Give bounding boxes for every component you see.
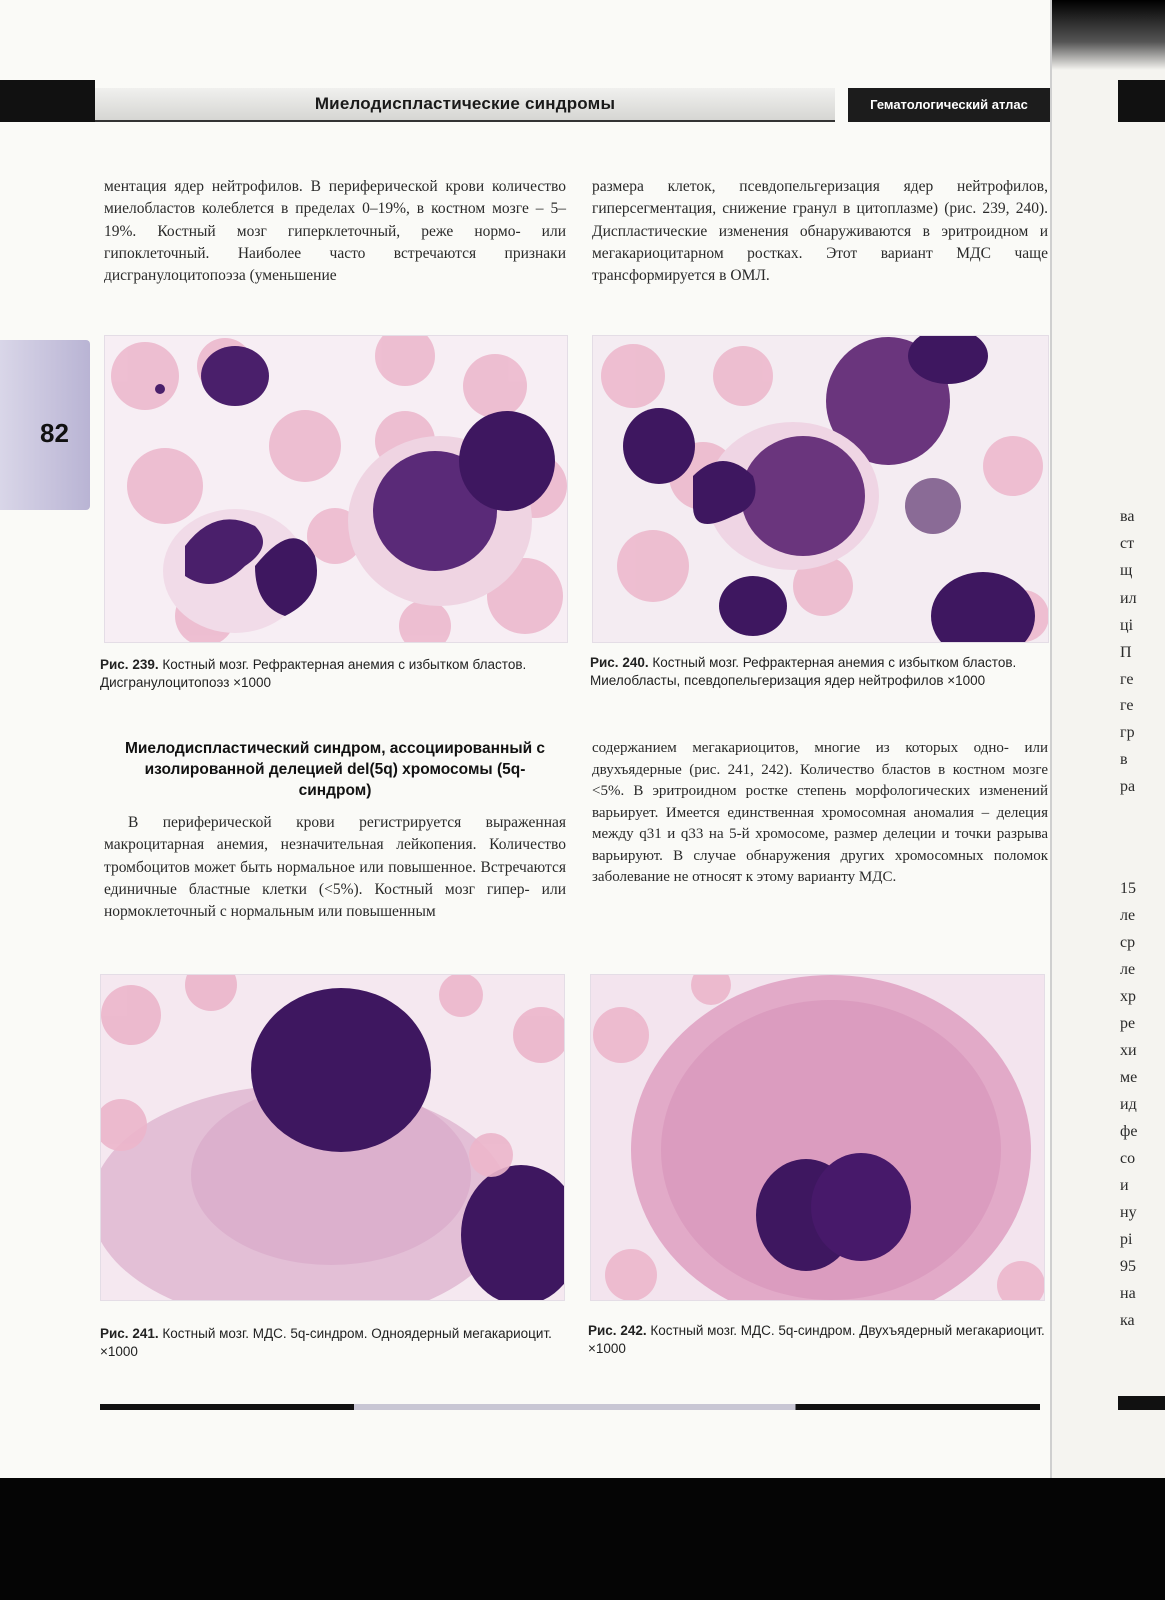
- figure-242-caption-text: Костный мозг. МДС. 5q-синдром. Двухъядерный мегакариоцит. ×1000: [588, 1323, 1045, 1356]
- figure-241-label: Рис. 241.: [100, 1326, 159, 1341]
- paragraph-2-text: размера клеток, псевдопельгеризация ядер нейтрофилов, гиперсегментация, снижение гранул в цитоплазме) (рис. 239, 240). Диспластические изменения обнаруживаются в эритроидном и мегакариоцитарном ростках. Этот вариант МДС чаще трансформируется в ОМЛ.: [592, 178, 1048, 285]
- next-page-header-bar: [1118, 80, 1165, 122]
- next-page-fragment: щ: [1120, 562, 1133, 579]
- figure-239-label: Рис. 239.: [100, 657, 159, 672]
- next-page-fragment: ва: [1120, 508, 1135, 525]
- next-page-fragment: 15: [1120, 880, 1136, 897]
- figure-240-micrograph: [592, 335, 1049, 643]
- next-page-fragment: ил: [1120, 590, 1137, 607]
- next-page-edge: [1050, 0, 1165, 1600]
- next-page-fragment: ст: [1120, 535, 1135, 552]
- next-page-fragment: ле: [1120, 907, 1136, 924]
- header-left-block: [0, 80, 95, 122]
- next-page-fragment: ле: [1120, 961, 1136, 978]
- next-page-fragment: в: [1120, 751, 1128, 768]
- figure-240-label: Рис. 240.: [590, 655, 649, 670]
- next-page-fragment: ну: [1120, 1204, 1137, 1221]
- next-page-fragment: гр: [1120, 724, 1135, 741]
- running-header-title: Миелодиспластические синдромы: [314, 94, 616, 113]
- next-page-fragment: хр: [1120, 988, 1136, 1005]
- paragraph-3-text: В периферической крови регистрируется выраженная макроцитарная анемия, незначительная лейкопения. Количество тромбоцитов может быть нормальное или повышенное. Встречаются единичные бластные клетки (<5%). Костный мозг гипер- или нормоклеточный с нормальным или повышенным: [104, 814, 566, 921]
- figure-241-caption-text: Костный мозг. МДС. 5q-синдром. Одноядерный мегакариоцит. ×1000: [100, 1326, 552, 1359]
- figure-239-caption-text: Костный мозг. Рефрактерная анемия с избытком бластов. Дисгранулоцитопоэз ×1000: [100, 657, 527, 690]
- figure-242-caption: [588, 1322, 1048, 1358]
- page-number: 82: [40, 418, 69, 448]
- section-title: Миелодиспластический синдром, ассоциированный с изолированной делецией del(5q) хромосомы (5q-синдром): [124, 740, 546, 799]
- paragraph-1-text: ментация ядер нейтрофилов. В периферической крови количество миелобластов колеблется в пределах 0–19%, в костном мозге – 5–19%. Костный мозг гиперклеточный, реже нормо- или гипоклеточный. Наиболее часто встречаются признаки дисгранулоцитопоэза (уменьшение: [104, 178, 566, 285]
- next-page-fragment: хи: [1120, 1042, 1137, 1059]
- next-page-fragment: со: [1120, 1150, 1136, 1167]
- footer-rule: [100, 1404, 1040, 1410]
- next-page-fragment: ср: [1120, 934, 1136, 951]
- next-page-fragment: и: [1120, 1177, 1129, 1194]
- next-page-fragment: ге: [1120, 697, 1134, 714]
- next-page-fragment: на: [1120, 1285, 1136, 1302]
- scan-shadow-top: [1052, 0, 1165, 70]
- figure-242-micrograph: [590, 974, 1045, 1301]
- next-page-fragment: ид: [1120, 1096, 1137, 1113]
- next-page-fragment: рі: [1120, 1231, 1133, 1248]
- figure-240-caption: [590, 654, 1050, 690]
- scan-background-bottom: [0, 1478, 1165, 1600]
- figure-241-micrograph: [100, 974, 565, 1301]
- figure-241-caption: [100, 1325, 570, 1361]
- next-page-fragment: фе: [1120, 1123, 1138, 1140]
- paragraph-4: [592, 738, 1048, 889]
- paragraph-4-text: содержанием мегакариоцитов, многие из которых одно- или двухъядерные (рис. 241, 242). Количество бластов в костном мозге <5%. В эритроидном ростке степень морфологических изменений варьирует. Имеется единственная хромосомная аномалия – делеция между q31 и q33 на 5-й хромосоме, размер делеции и точки разрыва варьируют. В случае обнаружения других хромосомных поломок заболевание не относят к этому варианту МДС.: [592, 740, 1048, 885]
- next-page-fragment: ра: [1120, 778, 1136, 795]
- book-title-badge: Гематологический атлас: [848, 88, 1050, 122]
- next-page-footer-bar: [1118, 1396, 1165, 1410]
- figure-242-label: Рис. 242.: [588, 1323, 647, 1338]
- next-page-fragment: ре: [1120, 1015, 1136, 1032]
- next-page-fragment: ка: [1120, 1312, 1135, 1329]
- next-page-fragment: ме: [1120, 1069, 1138, 1086]
- paragraph-2: [592, 176, 1048, 287]
- next-page-fragment: ге: [1120, 671, 1134, 688]
- figure-240-caption-text: Костный мозг. Рефрактерная анемия с избытком бластов. Миелобласты, псевдопельгеризация ядер нейтрофилов ×1000: [590, 655, 1017, 688]
- paragraph-3: [104, 812, 566, 923]
- next-page-fragment: ці: [1120, 617, 1134, 634]
- figure-239-micrograph: [104, 335, 568, 643]
- figure-239-caption: [100, 656, 570, 692]
- paragraph-1: [104, 176, 566, 287]
- next-page-fragment: 95: [1120, 1258, 1136, 1275]
- next-page-fragment: П: [1120, 644, 1132, 661]
